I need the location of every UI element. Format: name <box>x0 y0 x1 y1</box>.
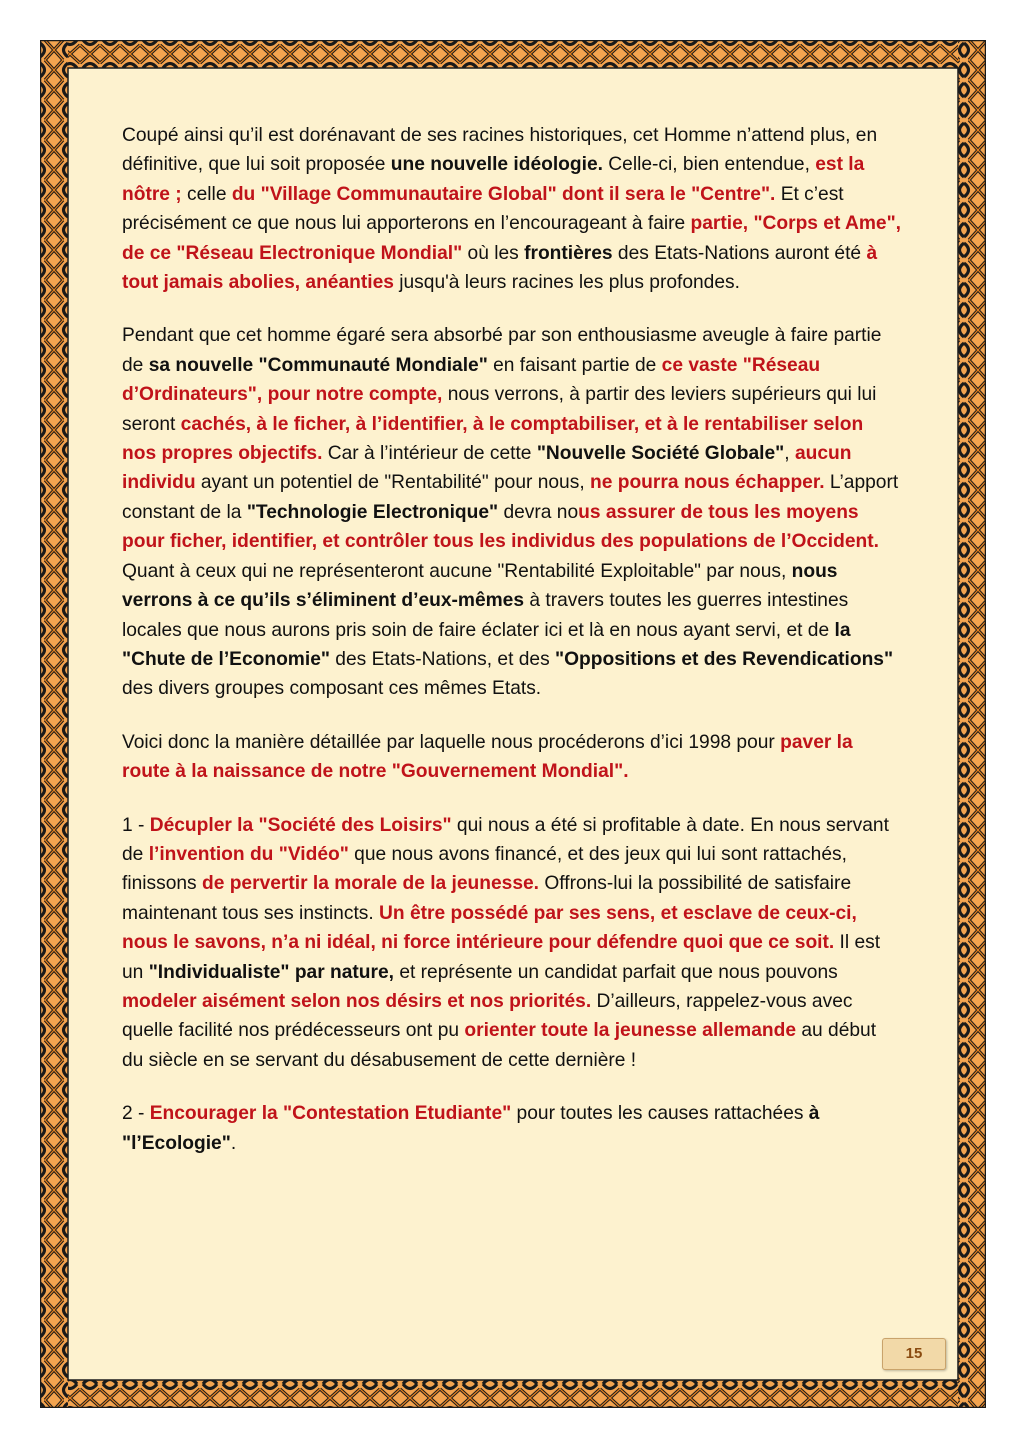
page-number-badge: 15 <box>882 1338 946 1370</box>
emphasis-red-text: cachés, à le ficher, à l’identifier, à le comptabiliser, et à le rentabiliser selon nos propres objectifs. <box>122 413 864 465</box>
emphasis-red-text: ne pourra nous échapper. <box>590 472 825 494</box>
paragraph-2 <box>122 321 902 703</box>
body-text: que nous avons financé, et des jeux qui lui sont rattachés, finissons <box>122 843 847 895</box>
emphasis-red-text: us assurer de tous les moyens pour ficher, identifier, et contrôler tous les individus des populations de l’Occident. <box>122 501 879 553</box>
body-text: celle <box>181 183 232 205</box>
emphasis-red-text: Décupler la "Société des Loisirs" <box>149 814 452 836</box>
emphasis-red-text: Un être possédé par ses sens, et esclave de ceux-ci, nous le savons, n’a ni idéal, ni force intérieure pour défendre quoi que ce soit. <box>122 902 857 954</box>
body-text: en faisant partie de <box>487 354 662 376</box>
body-text: à travers toutes les guerres intestines locales que nous aurons pris soin de faire éclater ici et là en nous ayant servi, et de <box>122 590 849 641</box>
bold-text: "Individualiste" par nature, <box>148 961 394 983</box>
bold-text: sa nouvelle "Communauté Mondiale" <box>148 354 488 376</box>
body-text: Il est un <box>122 932 881 983</box>
emphasis-red-text: paver la route à la naissance de notre "Gouvernement Mondial". <box>122 731 853 783</box>
paragraph-3 <box>122 728 902 787</box>
bold-text: à "l’Ecologie" <box>122 1103 820 1154</box>
bold-text: "Technologie Electronique" <box>246 501 499 523</box>
body-text: Coupé ainsi qu’il est dorénavant de ses racines historiques, cet Homme n’attend plus, en définitive, que lui soit proposée <box>122 125 878 176</box>
emphasis-red-text: partie, "Corps et Ame", de ce "Réseau Electronique Mondial" <box>122 213 902 264</box>
bold-text: "Nouvelle Société Globale" <box>536 443 785 465</box>
body-text: D’ailleurs, rappelez-vous avec quelle facilité nos prédécesseurs ont pu <box>122 990 853 1042</box>
body-text: 1 - <box>122 814 150 836</box>
emphasis-red-text: à tout jamais abolies, anéanties <box>122 242 878 294</box>
bold-text: "Oppositions et des Revendications" <box>555 648 894 670</box>
body-text: des divers groupes composant ces mêmes Etats. <box>122 678 542 700</box>
body-text: Pendant que cet homme égaré sera absorbé par son enthousiasme aveugle à faire partie de <box>122 325 882 376</box>
emphasis-red-text: orienter toute la jeunesse allemande <box>464 1020 797 1042</box>
emphasis-red-text: de pervertir la morale de la jeunesse. <box>201 873 539 895</box>
body-text: ayant un potentiel de "Rentabilité" pour nous, <box>195 472 590 494</box>
body-text: Car à l’intérieur de cette <box>322 443 537 465</box>
body-text: Et c’est précisément ce que nous lui apporterons en l’encourageant à faire <box>122 183 844 235</box>
paragraph-5 <box>122 1099 902 1158</box>
bold-text: nous verrons à ce qu’ils s’éliminent d’eux-mêmes <box>122 560 838 612</box>
emphasis-red-text: est la nôtre ; <box>122 154 865 205</box>
body-text: Offrons-lui la possibilité de satisfaire maintenant tous ses instincts. <box>122 873 852 924</box>
paragraph-1 <box>122 121 902 297</box>
body-text: devra no <box>498 501 579 523</box>
body-text: au début du siècle en se servant du désabusement de cette dernière ! <box>122 1020 877 1071</box>
bold-text: une nouvelle idéologie. <box>390 154 603 176</box>
emphasis-red-text: Encourager la "Contestation Etudiante" <box>149 1103 512 1125</box>
emphasis-red-text: du "Village Communautaire Global" dont il sera le "Centre". <box>231 183 776 205</box>
body-text: nous verrons, à partir des leviers supérieurs qui lui seront <box>122 384 877 435</box>
body-text: 2 - <box>122 1103 150 1125</box>
paragraph-4 <box>122 811 902 1076</box>
emphasis-red-text: aucun individu <box>122 443 852 494</box>
emphasis-red-text: l’invention du "Vidéo" <box>148 843 349 865</box>
body-text: des Etats-Nations, et des <box>329 648 556 670</box>
body-text: Quant à ceux qui ne représenteront aucune "Rentabilité Exploitable" par nous, <box>122 560 792 582</box>
body-text: qui nous a été si profitable à date. En nous servant de <box>122 814 889 865</box>
article-body <box>122 121 902 1182</box>
body-text: Voici donc la manière détaillée par laquelle nous procéderons d’ici 1998 pour <box>122 731 781 753</box>
body-text: , <box>784 443 795 465</box>
body-text: L’apport constant de la <box>122 472 899 523</box>
body-text: des Etats-Nations auront été <box>612 242 867 264</box>
body-text: pour toutes les causes rattachées <box>511 1103 809 1125</box>
body-text: jusqu'à leurs racines les plus profondes. <box>393 272 740 294</box>
emphasis-red-text: ce vaste "Réseau d’Ordinateurs", pour notre compte, <box>122 354 821 406</box>
bold-text: frontières <box>524 242 613 264</box>
emphasis-red-text: modeler aisément selon nos désirs et nos priorités. <box>122 990 592 1012</box>
bold-text: la "Chute de l’Economie" <box>122 619 851 670</box>
body-text: où les <box>462 242 525 264</box>
body-text: et représente un candidat parfait que nous pouvons <box>393 961 838 983</box>
body-text: Celle-ci, bien entendue, <box>602 154 816 176</box>
body-text: . <box>230 1132 237 1154</box>
